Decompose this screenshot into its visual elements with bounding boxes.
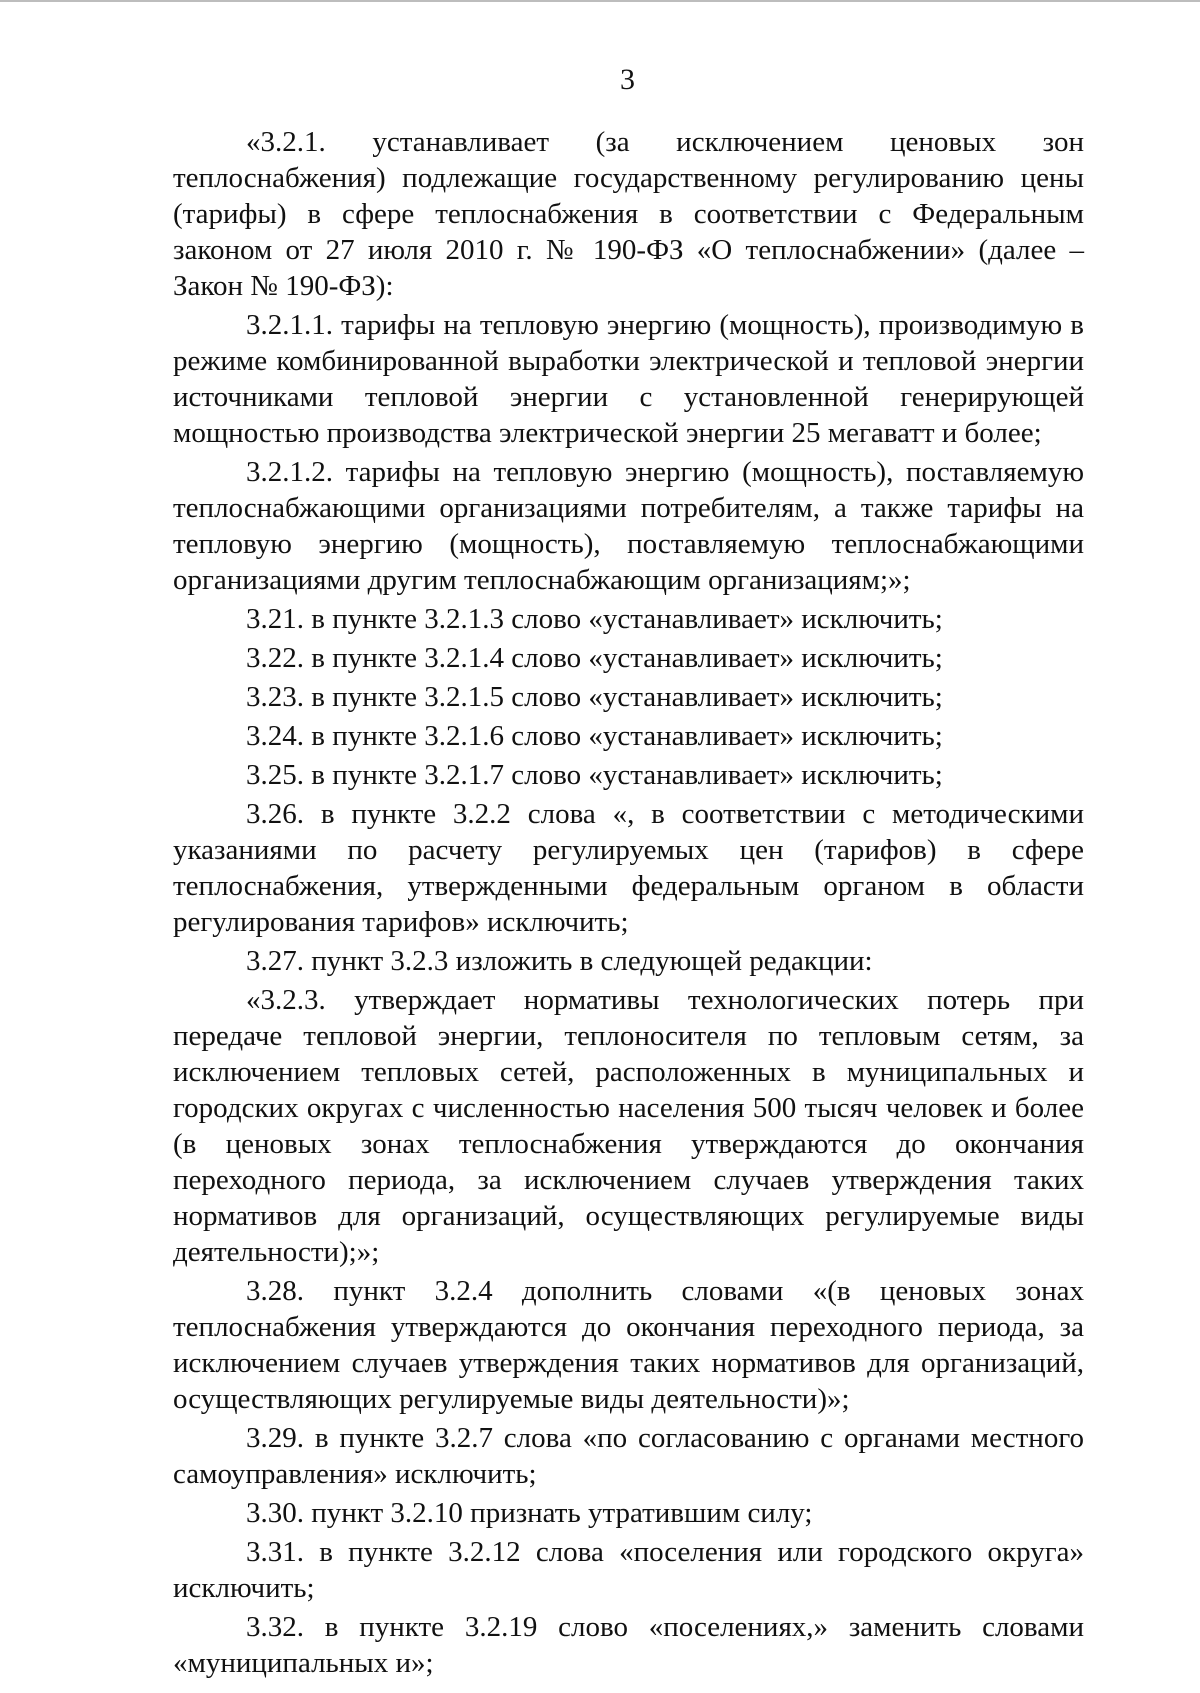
paragraph-3-28: 3.28. пункт 3.2.4 дополнить словами «(в ценовых зонах теплоснабжения утверждаются до окончания переходного периода, за исключением случаев утверждения таких нормативов для организаций, осуществляющих регулируемые виды деятельности)»;: [173, 1275, 1084, 1415]
paragraph-3-30: 3.30. пункт 3.2.10 признать утратившим силу;: [246, 1497, 813, 1529]
paragraph-3-2-1: «3.2.1. устанавливает (за исключением ценовых зон теплоснабжения) подлежащие государственному регулированию цены (тарифы) в сфере теплоснабжения в соответствии с Федеральным законом от 27 июля 2010 г. № 190-ФЗ «О теплоснабжении» (далее – Закон № 190-ФЗ):: [173, 126, 1084, 302]
page-top-edge: [0, 0, 1200, 2]
paragraph-3-21: 3.21. в пункте 3.2.1.3 слово «устанавливает» исключить;: [246, 603, 943, 635]
paragraph-3-2-1-1: 3.2.1.1. тарифы на тепловую энергию (мощность), производимую в режиме комбинированной выработки электрической и тепловой энергии источниками тепловой энергии с установленной генерирующей мощностью производства электрической энергии 25 мегаватт и более;: [173, 309, 1084, 449]
paragraph-3-24: 3.24. в пункте 3.2.1.6 слово «устанавливает» исключить;: [246, 720, 943, 752]
paragraph-3-32: 3.32. в пункте 3.2.19 слово «поселениях,» заменить словами «муниципальных и»;: [173, 1611, 1084, 1679]
paragraph-3-29: 3.29. в пункте 3.2.7 слова «по согласованию с органами местного самоуправления» исключить;: [173, 1422, 1084, 1490]
page-number: 3: [620, 63, 635, 96]
paragraph-3-25: 3.25. в пункте 3.2.1.7 слово «устанавливает» исключить;: [246, 759, 943, 791]
paragraph-3-22: 3.22. в пункте 3.2.1.4 слово «устанавливает» исключить;: [246, 642, 943, 674]
paragraph-3-2-3: «3.2.3. утверждает нормативы технологических потерь при передаче тепловой энергии, теплоносителя по тепловым сетям, за исключением тепловых сетей, расположенных в муниципальных и городских округах с численностью населения 500 тысяч человек и более (в ценовых зонах теплоснабжения утверждаются до окончания переходного периода, за исключением случаев утверждения таких нормативов для организаций, осуществляющих регулируемые виды деятельности);»;: [173, 984, 1084, 1268]
document-body: [173, 124, 1084, 1684]
paragraph-3-27: 3.27. пункт 3.2.3 изложить в следующей редакции:: [246, 945, 873, 977]
paragraph-3-2-1-2: 3.2.1.2. тарифы на тепловую энергию (мощность), поставляемую теплоснабжающими организациями потребителям, а также тарифы на тепловую энергию (мощность), поставляемую теплоснабжающими организациями другим теплоснабжающим организациям;»;: [173, 456, 1084, 596]
paragraph-3-23: 3.23. в пункте 3.2.1.5 слово «устанавливает» исключить;: [246, 681, 943, 713]
paragraph-3-31: 3.31. в пункте 3.2.12 слова «поселения или городского округа» исключить;: [173, 1536, 1084, 1604]
paragraph-3-26: 3.26. в пункте 3.2.2 слова «, в соответствии с методическими указаниями по расчету регулируемых цен (тарифов) в сфере теплоснабжения, утвержденными федеральным органом в области регулирования тарифов» исключить;: [173, 798, 1084, 938]
